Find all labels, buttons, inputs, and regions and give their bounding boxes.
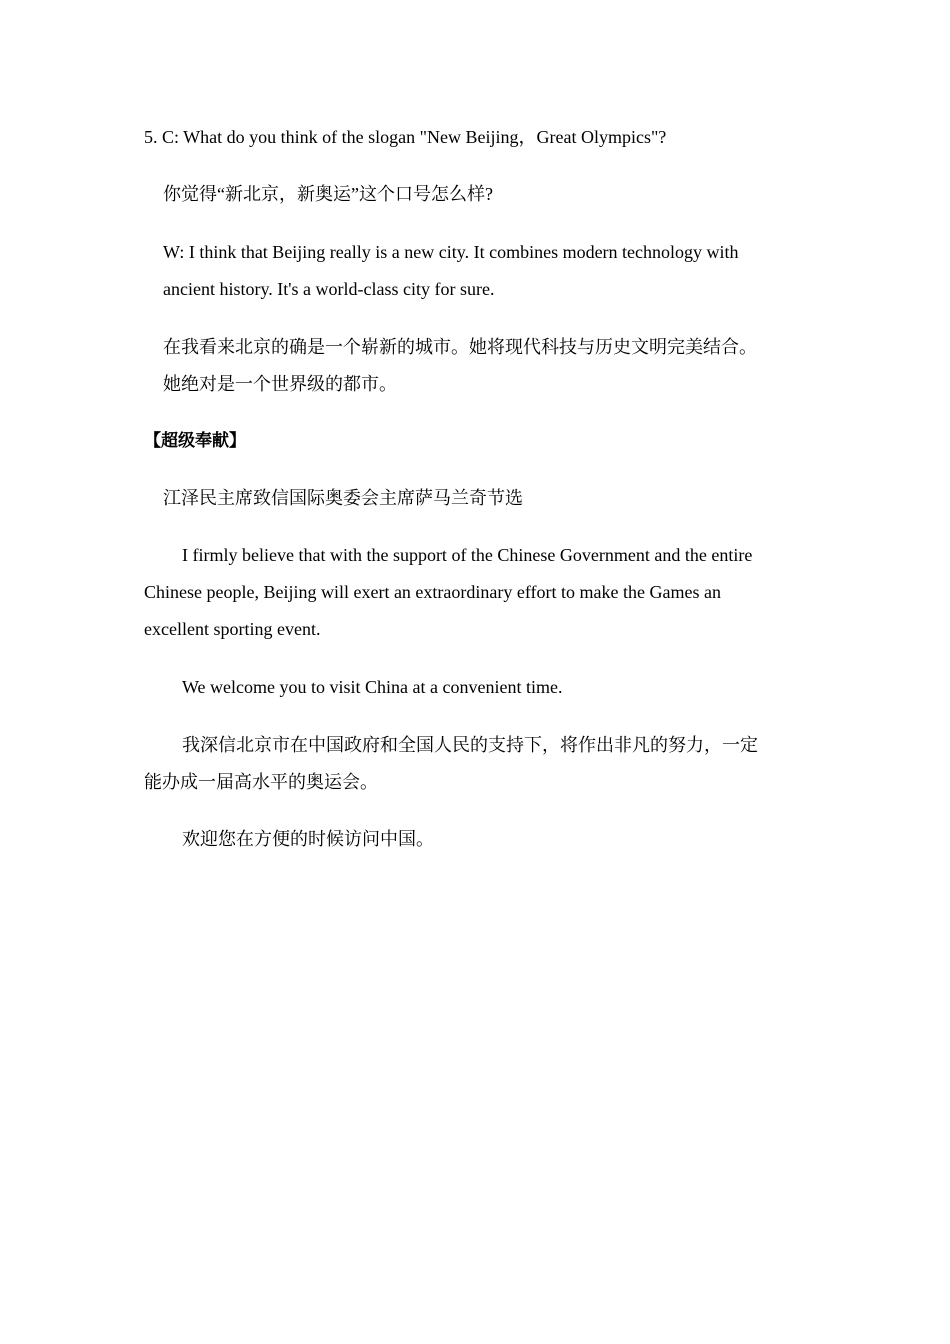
letter-paragraph-3-line-1: 我深信北京市在中国政府和全国人民的支持下，将作出非凡的努力，一定	[182, 735, 758, 755]
letter-paragraph-3-line-2: 能办成一届高水平的奥运会。	[144, 772, 378, 792]
letter-paragraph-2: We welcome you to visit China at a convenient time.	[182, 677, 563, 697]
answer-chinese-line-2: 她绝对是一个世界级的都市。	[163, 374, 397, 394]
letter-paragraph-1-line-2: Chinese people, Beijing will exert an extraordinary effort to make the Games an	[144, 582, 721, 602]
answer-english-line-1: W: I think that Beijing really is a new city. It combines modern technology with	[163, 242, 739, 262]
question-5-english: 5. C: What do you think of the slogan "New Beijing，Great Olympics"?	[144, 127, 667, 147]
excerpt-title: 江泽民主席致信国际奥委会主席萨马兰奇节选	[163, 488, 523, 508]
answer-english-line-2: ancient history. It's a world-class city for sure.	[163, 279, 495, 299]
answer-chinese-line-1: 在我看来北京的确是一个崭新的城市。她将现代科技与历史文明完美结合。	[163, 337, 757, 357]
question-5-chinese: 你觉得“新北京，新奥运”这个口号怎么样?	[163, 184, 493, 204]
letter-paragraph-4: 欢迎您在方便的时候访问中国。	[182, 829, 434, 849]
section-heading: 【超级奉献】	[144, 431, 246, 451]
letter-paragraph-1-line-1: I firmly believe that with the support of the Chinese Government and the entire	[182, 545, 753, 565]
letter-paragraph-1-line-3: excellent sporting event.	[144, 619, 321, 639]
